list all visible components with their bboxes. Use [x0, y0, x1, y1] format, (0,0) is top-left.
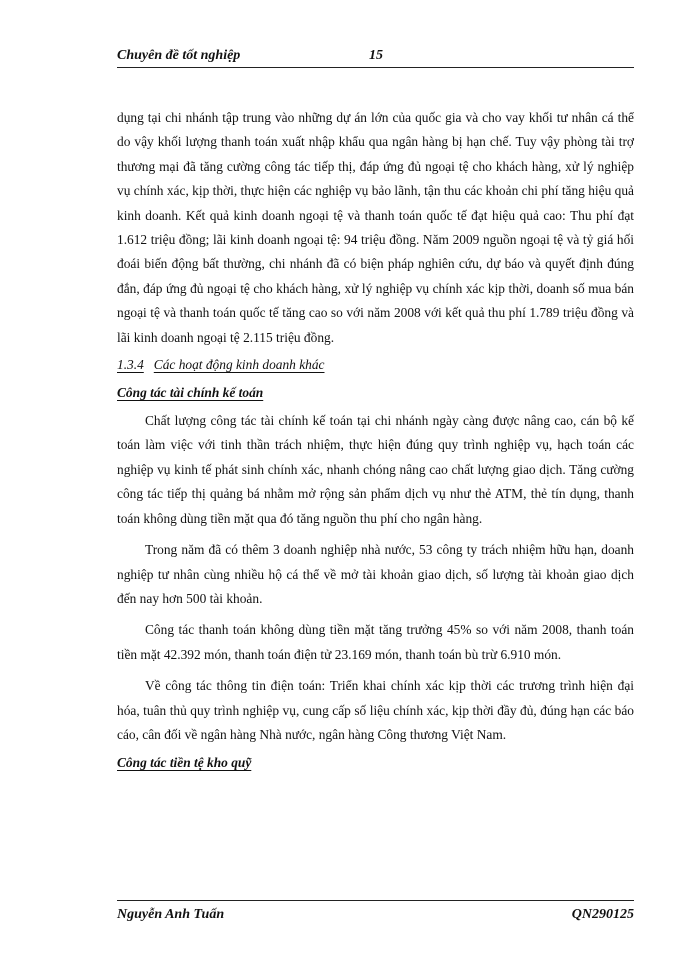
footer-author: Nguyễn Anh Tuấn: [117, 907, 225, 922]
subsection-title: Các hoạt động kinh doanh khác: [153, 357, 325, 373]
footer-code: QN290125: [571, 907, 634, 922]
heading-treasury: Công tác tiền tệ kho quỹ: [117, 755, 252, 771]
subsection-number: 1.3.4: [117, 357, 144, 373]
paragraph-it-work: Về công tác thông tin điện toán: Triển khai chính xác kịp thời các trương trình hiện đại hóa, tuân thủ quy trình nghiệp vụ, cung cấp số liệu chính xác, kịp thời đầy đủ, đúng hạn các báo cáo, cân đối về ngân hàng Nhà nước, ngân hàng Công thương Việt Nam.: [117, 678, 634, 742]
footer-divider: [117, 900, 634, 901]
paragraph-accounting-quality: Chất lượng công tác tài chính kế toán tại chi nhánh ngày càng được nâng cao, cán bộ kế toán làm việc với tinh thần trách nhiệm, thực hiện đúng quy trình nghiệp vụ, hạch toán các nghiệp vụ kinh tế phát sinh chính xác, nhanh chóng nâng cao chất lượng giao dịch. Tăng cường công tác tiếp thị quảng bá nhằm mở rộng sản phẩm dịch vụ như thẻ ATM, thẻ tín dụng, thanh toán không dùng tiền mặt qua đó tăng nguồn thu phí cho ngân hàng.: [117, 413, 634, 526]
header-divider: [117, 67, 634, 68]
subsection-heading: [117, 353, 634, 377]
page-header: [117, 46, 633, 66]
paragraph-non-cash-payments: Công tác thanh toán không dùng tiền mặt tăng trưởng 45% so với năm 2008, thanh toán tiền mặt 42.392 món, thanh toán điện tử 23.169 món, thanh toán bù trừ 6.910 món.: [117, 622, 634, 662]
page-number: 15: [369, 48, 383, 63]
heading-accounting: Công tác tài chính kế toán: [117, 385, 264, 401]
header-title: Chuyên đề tốt nghiệp: [117, 48, 241, 63]
page-footer: [117, 905, 634, 925]
document-body: [117, 106, 634, 779]
continuation-paragraph: dụng tại chi nhánh tập trung vào những dự án lớn của quốc gia và cho vay khối tư nhân cá thể do vậy khối lượng thanh toán xuất nhập khẩu qua ngân hàng bị hạn chế. Tuy vậy phòng tài trợ thương mại đã tăng cường công tác tiếp thị, đáp ứng đủ ngoại tệ cho khách hàng, xử lý nghiệp vụ chính xác, kịp thời, thực hiện các nghiệp vụ bảo lãnh, tận thu các khoản chi phí tăng hiệu quả kinh doanh. Kết quả kinh doanh ngoại tệ và thanh toán quốc tế đạt hiệu quả cao: Thu phí đạt 1.612 triệu đồng; lãi kinh doanh ngoại tệ: 94 triệu đồng. Năm 2009 nguồn ngoại tệ và tỷ giá hối đoái biến động bất thường, chi nhánh đã có biện pháp nghiên cứu, dự báo và quyết định đúng đắn, đáp ứng đủ ngoại tệ cho khách hàng, xử lý nghiệp vụ chính xác kịp thời, doanh số mua bán ngoại tệ và thanh toán quốc tế tăng cao so với năm 2008 với kết quả thu phí 1.789 triệu đồng và lãi kinh doanh ngoại tệ 2.115 triệu đồng.: [117, 110, 634, 345]
paragraph-new-accounts: Trong năm đã có thêm 3 doanh nghiệp nhà nước, 53 công ty trách nhiệm hữu hạn, doanh nghiệp tư nhân cùng nhiều hộ cá thể về mở tài khoản giao dịch, số lượng tài khoản giao dịch đến nay hơn 500 tài khoản.: [117, 542, 634, 606]
